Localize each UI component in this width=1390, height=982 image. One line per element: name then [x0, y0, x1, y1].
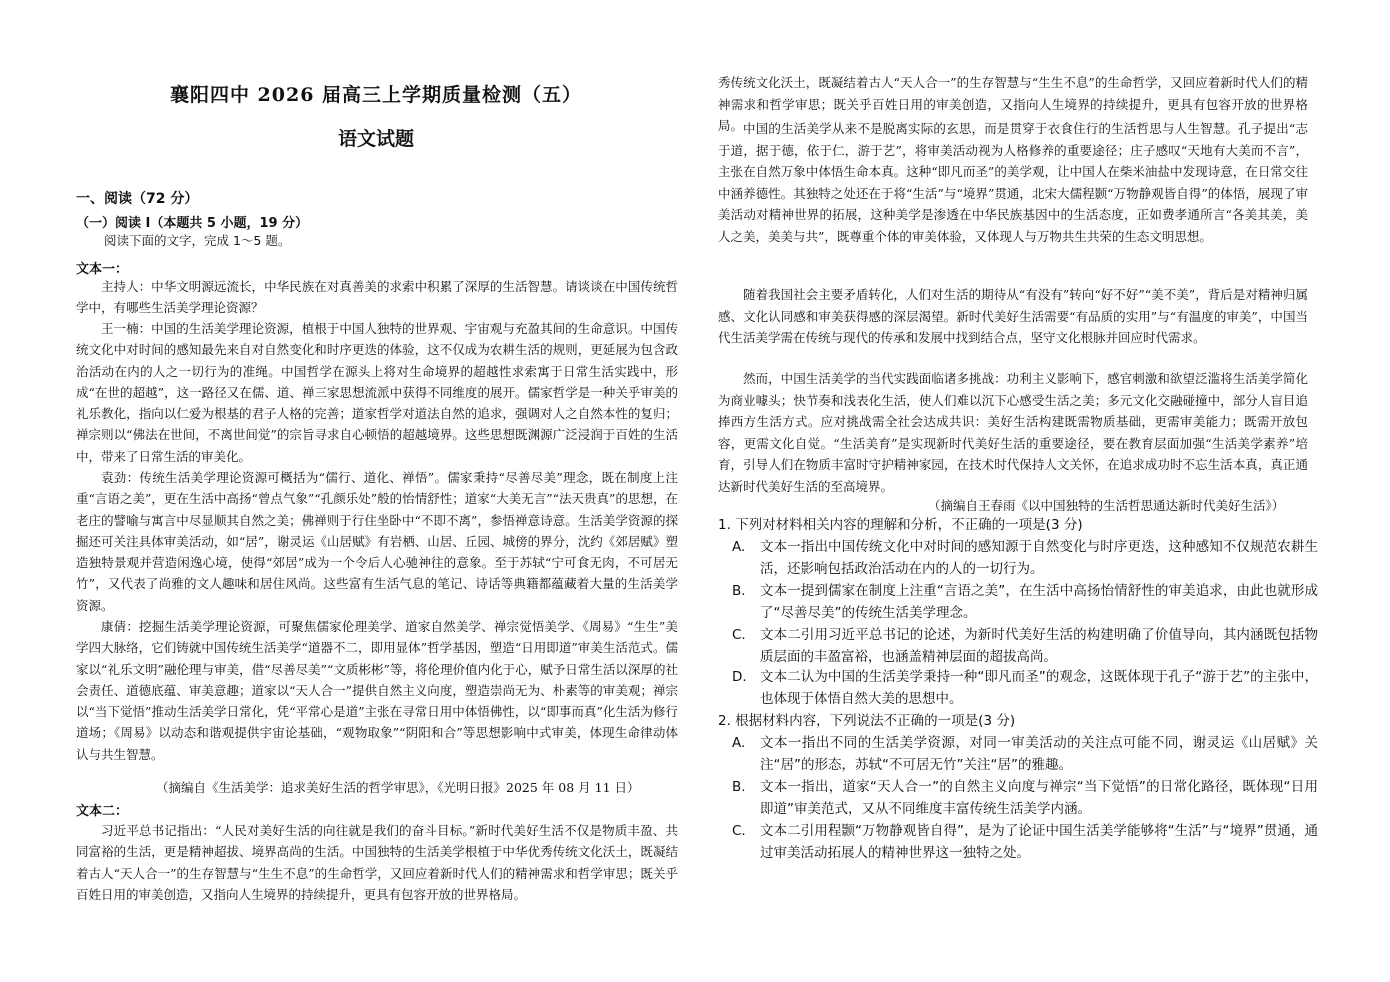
option-text: 文本一提到儒家在制度上注重“言语之美”，在生活中高扬怡情舒性的审美追求，由此也就形成了“尽善尽美”的传统生活美学理念。	[760, 583, 1318, 621]
question-1-stem: 1. 下列对材料相关内容的理解和分析，不正确的一项是(3 分)	[718, 517, 1083, 533]
question-1-option-c[interactable]	[732, 624, 1318, 668]
option-label: A.	[732, 539, 746, 555]
option-label: A.	[732, 735, 746, 751]
text2-label: 文本二：	[76, 804, 129, 819]
text1-paragraph: 主持人：中华文明源远流长，中华民族在对真善美的求索中积累了深厚的生活智慧。请谈谈在中国传统哲学中，有哪些生活美学理论资源？	[76, 279, 678, 316]
option-label: C.	[732, 627, 746, 643]
option-text: 文本二认为中国的生活美学秉持一种“即凡而圣”的观念，这既体现于孔子“游于艺”的主张中，也体现于体悟自然大美的思想中。	[760, 669, 1318, 707]
exam-subtitle: 语文试题	[337, 128, 414, 150]
text1-paragraph: 王一楠：中国的生活美学理论资源，植根于中国人独特的世界观、宇宙观与充盈其间的生命意识。中国传统文化中对时间的感知最先来自对自然变化和时序更迭的体验，这不仅成为农耕生活的规则，更延展为包含政治活动在内的人之一切行为的准绳。中国哲学在源头上将对生命境界的超越性求索寓于日常生活实践中，形成“在世的超越”，这一路径又在儒、道、禅三家思想流派中获得不同维度的展开。儒家哲学是一种关乎审美的礼乐教化，指向以仁爱为根基的君子人格的完善；道家哲学对道法自然的追求，强调对人之自然本性的复归；禅宗则以“佛法在世间，不离世间觉”的宗旨寻求自心顿悟的超越境界。这些思想既渊源广泛浸润于百姓的生活中，带来了日常生活的审美化。	[76, 321, 678, 464]
instruction: 阅读下面的文字，完成 1～5 题。	[104, 233, 291, 248]
text2-paragraph-continued	[718, 72, 1308, 138]
question-2-option-c[interactable]	[732, 820, 1318, 864]
question-2-option-a[interactable]	[732, 732, 1318, 776]
question-2-option-b[interactable]	[732, 776, 1318, 820]
sub-section-heading: （一）阅读 I（本题共 5 小题，19 分）	[76, 216, 309, 231]
option-text: 文本一指出，道家“天人合一”的自然主义向度与禅宗“当下觉悟”的日常化路径，既体现“日用即道”审美范式，又从不同维度丰富传统生活美学内涵。	[760, 779, 1318, 817]
option-text: 文本一指出不同的生活美学资源，对同一审美活动的关注点可能不同，谢灵运《山居赋》关注“居”的形态，苏轼“不可居无竹”关注“居”的雅趣。	[760, 735, 1318, 773]
question-1-option-b[interactable]	[732, 580, 1318, 624]
question-1-option-a[interactable]	[732, 536, 1318, 580]
option-text: 文本一指出中国传统文化中对时间的感知源于自然变化与时序更迭，这种感知不仅规范农耕生活，还影响包括政治活动在内的人的一切行为。	[760, 539, 1318, 577]
option-text: 文本二引用程颢“万物静观皆自得”，是为了论证中国生活美学能够将“生活”与“境界”贯通，通过审美活动拓展人的精神世界这一独特之处。	[760, 823, 1318, 861]
text2-paragraph-tail: 秀传统文化沃土，既凝结着古人“天人合一”的生存智慧与“生生不息”的生命哲学，又回应着新时代人们的精神需求和哲学审思；既关乎百姓日用的审美创造，又指向人生境界的持续提升，更具有包容开放的世界格局。	[718, 75, 1308, 133]
text1-label: 文本一：	[76, 262, 129, 277]
section-heading: 一、阅读（72 分）	[76, 191, 199, 207]
text1-paragraph: 袁劲：传统生活美学理论资源可概括为“儒行、道化、禅悟”。儒家秉持“尽善尽美”理念，既在制度上注重“言语之美”，更在生活中高扬“曾点气象”“孔颜乐处”般的怡情舒性；道家“大美无言”“法天贵真”的思想，在老庄的譬喻与寓言中尽显顺其自然之美；佛禅则于行住坐卧中“不即不离”，参悟禅意诗意。生活美学资源的探掘还可关注具体审美活动，如“居”，谢灵运《山居赋》有岩栖、山居、丘园、城傍的界分，沈约《郊居赋》塑造独特景观并营造闲逸心境，使得“郊居”成为一个令后人心驰神往的意象。至于苏轼“宁可食无肉，不可居无竹”，又代表了尚雅的文人趣味和居住风尚。这些富有生活气息的笔记、诗话等典籍都蕴藏着大量的生活美学资源。	[76, 470, 678, 613]
question-1-option-d[interactable]	[732, 666, 1318, 710]
text2-source: （摘编自王春雨《以中国独特的生活哲思通达新时代美好生活》）	[928, 498, 1285, 513]
text2-paragraph-start	[76, 820, 678, 902]
question-2-stem: 2. 根据材料内容，下列说法不正确的一项是(3 分)	[718, 713, 1016, 729]
option-label: D.	[732, 669, 747, 685]
text1-paragraph: 康倩：挖掘生活美学理论资源，可聚焦儒家伦理美学、道家自然美学、禅宗觉悟美学、《周易》“生生”美学四大脉络，它们铸就中国传统生活美学“道器不二，即用显体”哲学基因，塑造“日用即道”审美生活范式。儒家以“礼乐文明”融伦理与审美，借“尽善尽美”“文质彬彬”等，将伦理价值内化于心，赋予日常生活以深厚的社会责任、道德底蕴、审美意趣；道家以“天人合一”提供自然主义向度，塑造崇尚无为、朴素等的审美观；禅宗以“当下觉悟”推动生活美学日常化，凭“平常心是道”主张在寻常日用中体悟佛性，以“即事而真”化生活为修行道场；《周易》以动态和谐观提供宇宙论基础，“观物取象”“阴阳和合”等思想影响中式审美，体现生命律动体认与共生智慧。	[76, 619, 678, 762]
option-label: B.	[732, 779, 746, 795]
option-label: C.	[732, 823, 746, 839]
option-label: B.	[732, 583, 746, 599]
text1-source: （摘编自《生活美学：追求美好生活的哲学审思》，《光明日报》2025 年 08 月 11 日）	[156, 780, 640, 795]
text2-paragraph: 中国的生活美学从来不是脱离实际的玄思，而是贯穿于衣食住行的生活哲思与人生智慧。孔子提出“志于道，据于德，依于仁，游于艺”，将审美活动视为人格修养的重要途径；庄子感叹“天地有大美而不言”，主张在自然万象中体悟生命本真。这种“即凡而圣”的美学观，让中国人在柴米油盐中发现诗意，在日常交往中涵养德性。其独特之处还在于将“生活”与“境界”贯通，北宋大儒程颢“万物静观皆自得”的体悟，展现了审美活动对精神世界的拓展，这种美学是渗透在中华民族基因中的生活态度，正如费孝通所言“各美其美，美人之美，美美与共”，既尊重个体的审美体验，又体现人与万物共生共荣的生态文明思想。	[718, 121, 1308, 244]
text2-paragraph: 习近平总书记指出：“人民对美好生活的向往就是我们的奋斗目标。”新时代美好生活不仅是物质丰盈、共同富裕的生活，更是精神超拔、境界高尚的生活。中国独特的生活美学根植于中华优秀传统文化沃土，既凝结着古人“天人合一”的生存智慧与“生生不息”的生命哲学，又回应着新时代人们的精神需求和哲学审思；既关乎百姓日用的审美创造，又指向人生境界的持续提升，更具有包容开放的世界格局。	[76, 823, 678, 902]
text2-paragraph: 随着我国社会主要矛盾转化，人们对生活的期待从“有没有”转向“好不好”“美不美”，背后是对精神归属感、文化认同感和审美获得感的深层渴望。新时代美好生活需要“有品质的实用”与“有温度的审美”，中国当代生活美学需在传统与现代的传承和发展中找到结合点，坚守文化根脉并回应时代需求。	[718, 287, 1308, 345]
text2-paragraph: 然而，中国生活美学的当代实践面临诸多挑战：功利主义影响下，感官刺激和欲望泛滥将生活美学简化为商业噱头；快节奏和浅表化生活，使人们难以沉下心感受生活之美；多元文化交融碰撞中，部分人盲目追捧西方生活方式。应对挑战需全社会达成共识：美好生活构建既需物质基础，更需审美能力；既需开放包容，更需文化自觉。“生活美育”是实现新时代美好生活的重要途径，要在教育层面加强“生活美学素养”培育，引导人们在物质丰富时守护精神家园，在技术时代保持人文关怀，在追求成功时不忘生活本真，真正通达新时代美好生活的至高境界。	[718, 371, 1308, 494]
option-text: 文本二引用习近平总书记的论述，为新时代美好生活的构建明确了价值导向，其内涵既包括物质层面的丰盈富裕，也涵盖精神层面的超拔高尚。	[760, 627, 1318, 665]
exam-title: 襄阳四中 2026 届高三上学期质量检测（五）	[169, 84, 583, 106]
